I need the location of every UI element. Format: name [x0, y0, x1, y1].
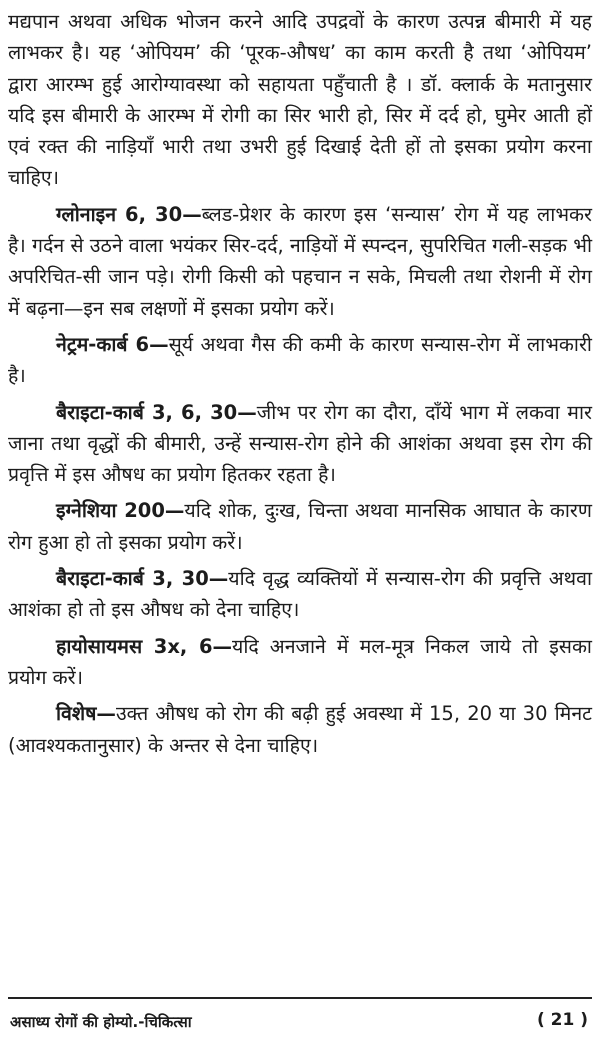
- paragraph-text: मद्यपान अथवा अधिक भोजन करने आदि उपद्रवों के कारण उत्पन्न बीमारी में यह लाभकर है। यह ‘ओपियम’ की ‘पूरक-औषध’ का काम करती है तथा ‘ओपियम’ द्वारा आरम्भ हुई आरोग्यावस्था को सहायता पहुँचाती है । डॉ. क्लार्क के मतानुसार यदि इस बीमारी के आरम्भ में रोगी का सिर भारी हो, सिर में दर्द हो, घुमेर आती हों एवं रक्त की नाड़ियाँ भारी तथा उभरी हुई दिखाई देती हों तो इसका प्रयोग करना चाहिए।: [8, 10, 592, 190]
- page-body: [8, 4, 592, 761]
- paragraph-hyoscyamus: [8, 631, 592, 694]
- paragraph-text: उक्त औषध को रोग की बढ़ी हुई अवस्था में 15, 20 या 30 मिनट (आवश्यकतानुसार) के अन्तर से देना चाहिए।: [8, 702, 592, 757]
- paragraph-ignatia: [8, 495, 592, 558]
- footer-divider: [8, 997, 592, 999]
- paragraph-glonoine: [8, 199, 592, 324]
- remedy-name: बैराइटा-कार्ब 3, 30—: [56, 567, 229, 591]
- remedy-name: इग्नेशिया 200—: [56, 499, 185, 523]
- paragraph-text: यदि वृद्ध व्यक्तियों में सन्यास-रोग की प्रवृत्ति अथवा आशंका हो तो इस औषध को देना चाहिए।: [8, 567, 593, 622]
- paragraph-text: सूर्य अथवा गैस की कमी के कारण सन्यास-रोग में लाभकारी है।: [8, 332, 592, 388]
- paragraph-natrum-carb: [8, 329, 592, 392]
- paragraph-text: ब्लड-प्रेशर के कारण इस ‘सन्यास’ रोग में यह लाभकर है। गर्दन से उठने वाला भयंकर सिर-दर्द, नाड़ियों में स्पन्दन, सुपरिचित गली-सड़क भी अपरिचित-सी जान पड़े। रोगी किसी को पहचान न सके, मिचली तथा रोशनी में रोग में बढ़ना—इन सब लक्षणों में इसका प्रयोग करें।: [8, 202, 592, 320]
- paragraph-text: जीभ पर रोग का दौरा, दाँयें भाग में लकवा मार जाना तथा वृद्धों की बीमारी, उन्हें सन्यास-रोग होने की आशंका अथवा इस रोग की प्रवृत्ति में इस औषध का प्रयोग हितकर रहता है।: [8, 400, 592, 487]
- paragraph-baryta-carb-1: [8, 397, 592, 491]
- remedy-name: हायोसायमस 3x, 6—: [56, 634, 233, 658]
- remedy-name: बैराइटा-कार्ब 3, 6, 30—: [56, 400, 257, 424]
- paragraph-opium-continuation: [8, 6, 592, 194]
- paragraph-text: यदि अनजाने में मल-मूत्र निकल जाये तो इसका प्रयोग करें।: [8, 634, 592, 689]
- paragraph-text: यदि शोक, दुःख, चिन्ता अथवा मानसिक आघात के कारण रोग हुआ हो तो इसका प्रयोग करें।: [8, 499, 592, 554]
- footer-book-title: असाध्य रोगों की होम्यो.-चिकित्सा: [10, 1013, 192, 1031]
- remedy-name: ग्लोनाइन 6, 30—: [56, 202, 202, 226]
- remedy-name: विशेष—: [56, 702, 116, 726]
- remedy-name: नेट्रम-कार्ब 6—: [56, 332, 169, 356]
- paragraph-baryta-carb-2: [8, 563, 592, 626]
- paragraph-special-note: [8, 698, 592, 761]
- page-number: ( 21 ): [536, 1010, 588, 1030]
